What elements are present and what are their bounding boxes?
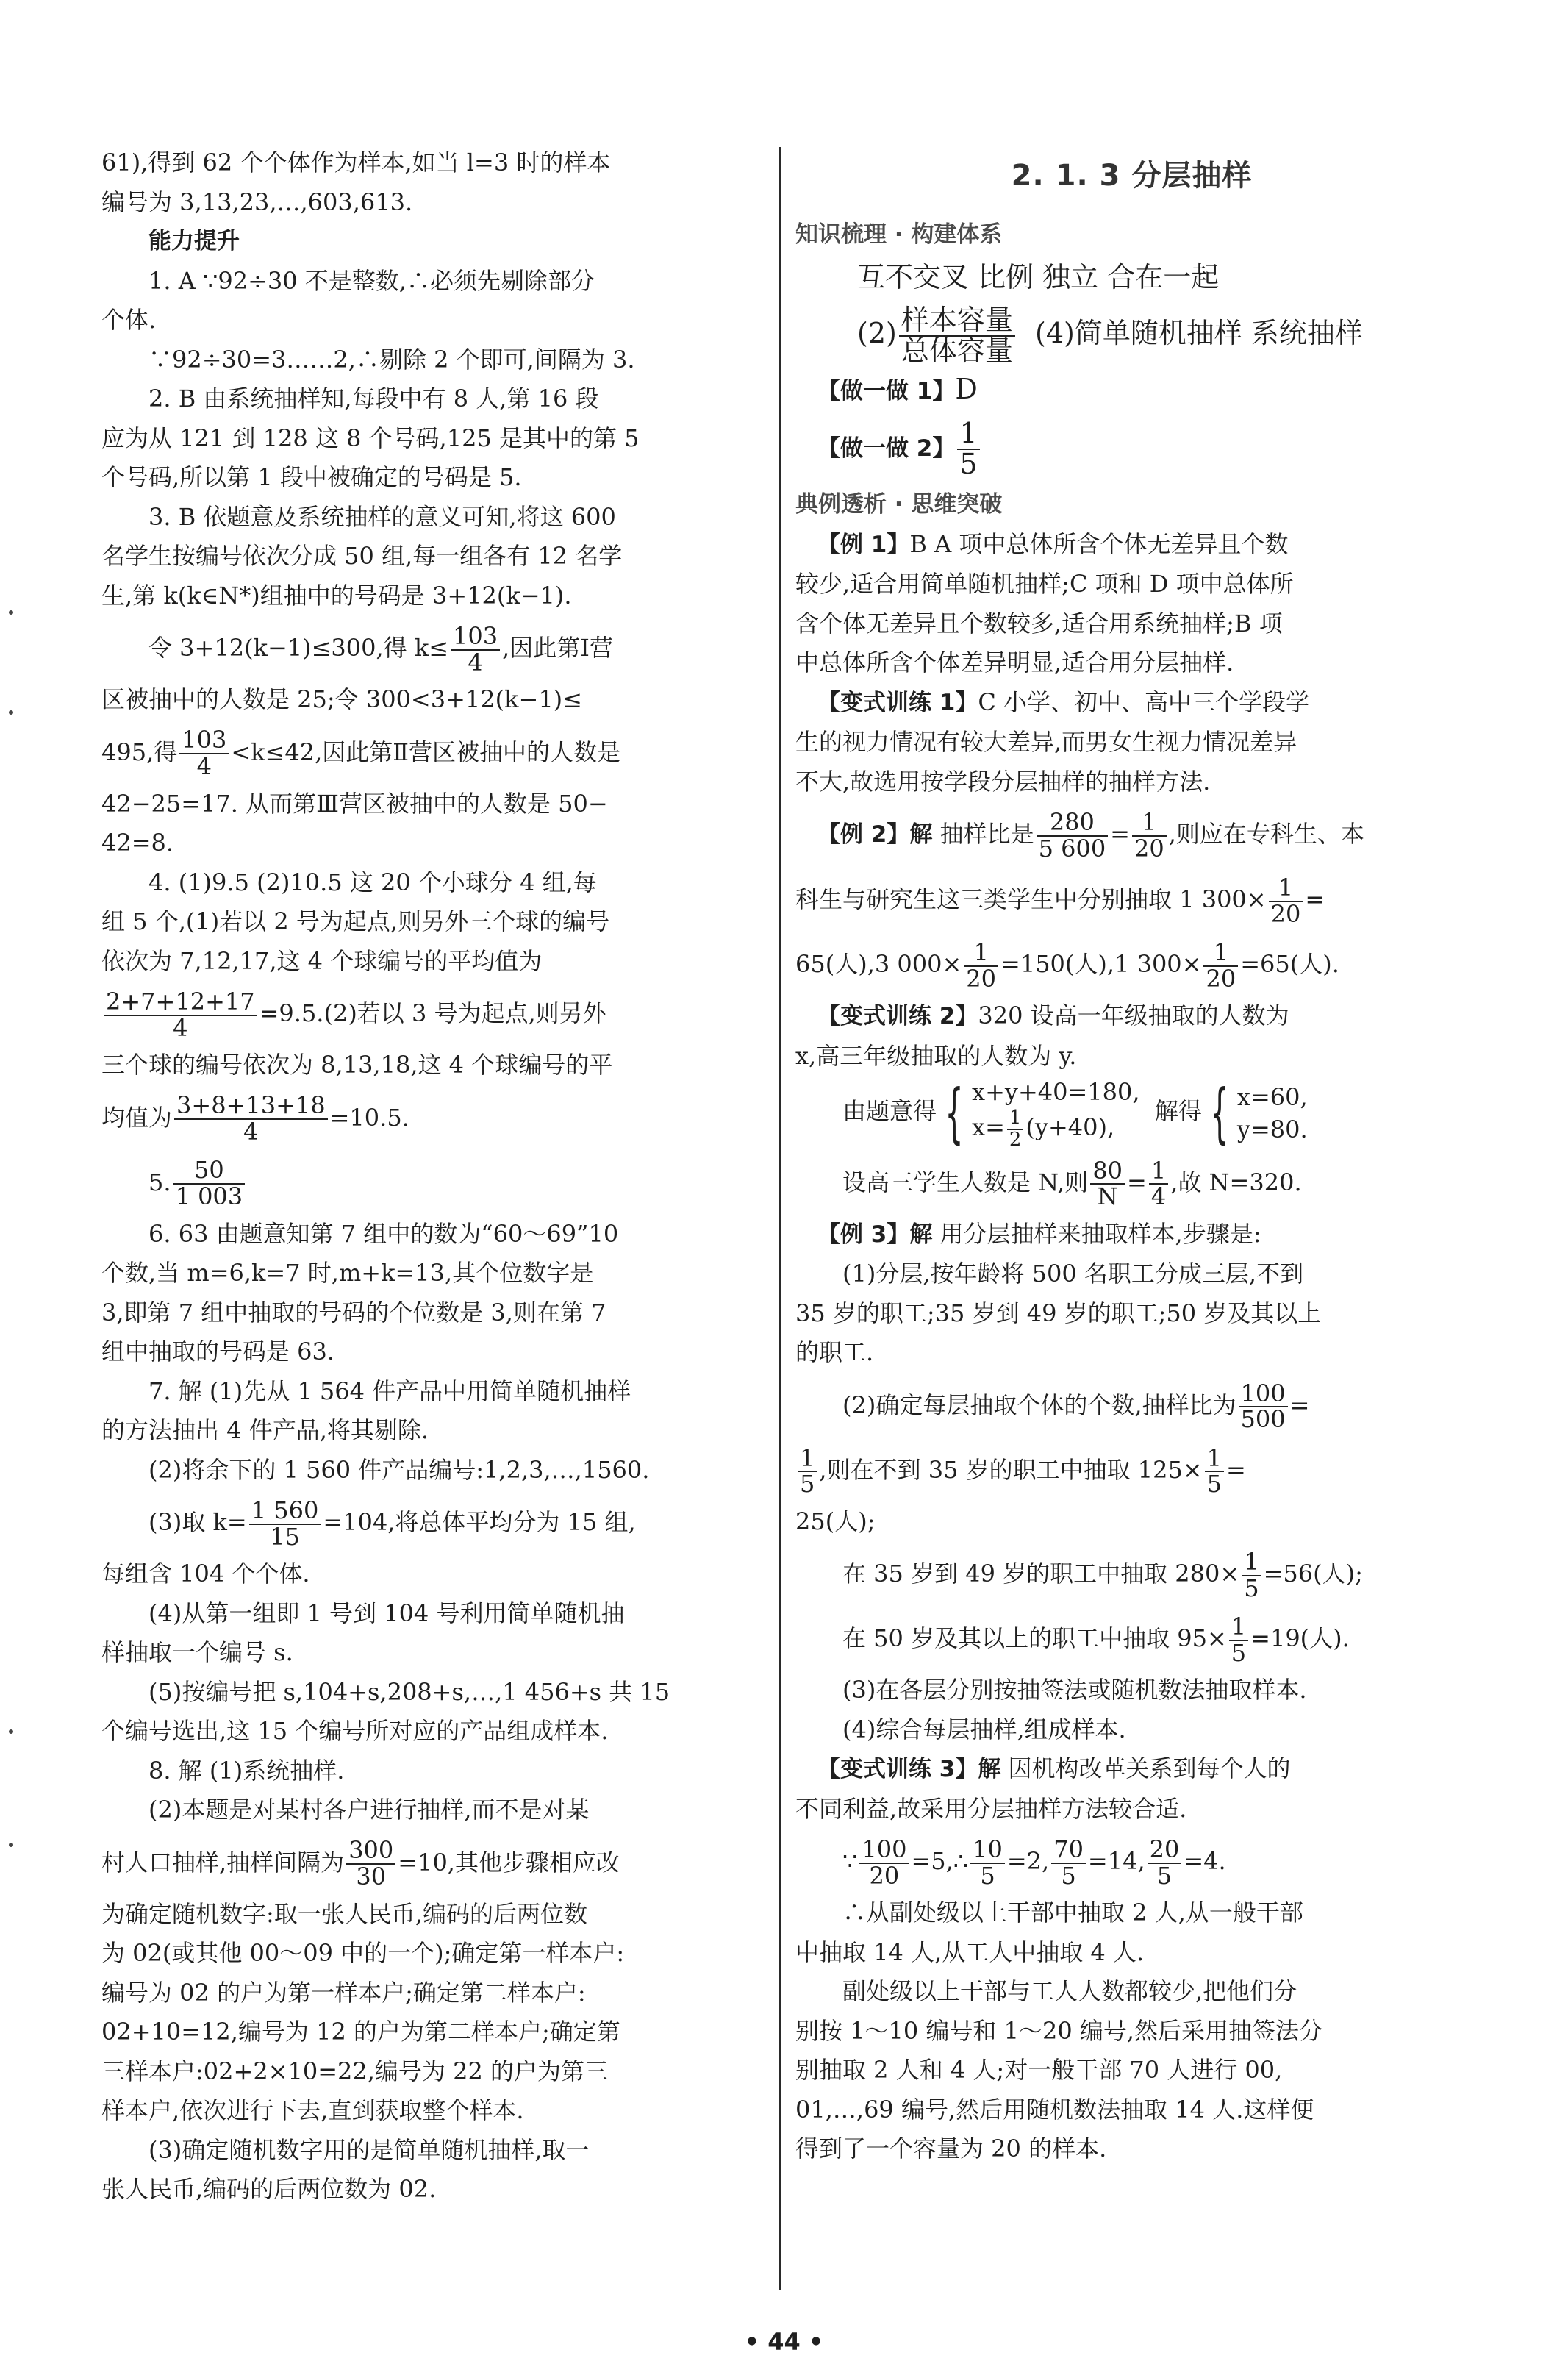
text-line: 中抽取 14 人,从工人中抽取 4 人.	[795, 1938, 1145, 1966]
margin-mark	[9, 1729, 13, 1734]
system-lines: x=60, y=80.	[1236, 1082, 1308, 1143]
system-lines: x+y+40=180, x= $\frac{1}{2}$ (y+40),	[972, 1078, 1140, 1151]
text-line: 设高三学生人数是 N,则 $\frac{80}{N}$ = $\frac{1}{4}$ ,故 N=320.	[842, 1156, 1302, 1211]
text-line: 三个球的编号依次为 8,13,18,这 4 个球编号的平	[101, 1051, 613, 1079]
text-line: 均值为 $\frac{3+8+13+18}{4}$ =10.5.	[101, 1091, 409, 1146]
text-line: 别抽取 2 人和 4 人;对一般干部 70 人进行 00,	[795, 2056, 1283, 2085]
answer-8-line: 8. 解 (1)系统抽样.	[148, 1756, 345, 1785]
subsection-heading: 知识梳理 · 构建体系	[795, 221, 1003, 248]
margin-mark	[9, 710, 13, 715]
answer-4-line: 4. (1)9.5 (2)10.5 这 20 个小球分 4 组,每	[148, 868, 597, 896]
text-line: 不同利益,故采用分层抽样方法较合适.	[795, 1794, 1187, 1823]
answer-1-line: 1. A ∵92÷30 不是整数,∴必须先剔除部分	[148, 266, 595, 295]
text-line: 25(人);	[795, 1507, 876, 1535]
text-line: 名学生按编号依次分成 50 组,每一组各有 12 名学	[101, 542, 623, 570]
text-line: (2)确定每层抽取个体的个数,抽样比为 $\frac{100}{500}$ =	[842, 1379, 1310, 1434]
text-line: 的职工.	[795, 1338, 874, 1367]
text-line: 个编号选出,这 15 个编号所对应的产品组成样本.	[101, 1717, 609, 1745]
text-line: 含个体无差异且个数较多,适合用系统抽样;B 项	[795, 609, 1283, 638]
answer-line: (2) $\frac{\text{样本容量}}{\text{总体容量}}$ (4)简单随机抽样 系统抽样	[857, 303, 1363, 367]
text-line: 02+10=12,编号为 12 的户为第二样本户;确定第	[101, 2018, 620, 2046]
right-column	[795, 143, 1468, 2169]
answer-7-line: 7. 解 (1)先从 1 564 件产品中用简单随机抽样	[148, 1376, 631, 1405]
fraction: $\frac{103}{4}$	[451, 624, 500, 675]
fraction: $\frac{\text{样本容量}}{\text{总体容量}}$	[899, 306, 1015, 366]
text-line: (4)从第一组即 1 号到 104 号利用简单随机抽	[148, 1599, 625, 1627]
example-2-line: 【例 2】解 抽样比是 $\frac{280}{5 600}$ = $\frac{1}{20}$ ,则应在专科生、本	[817, 807, 1364, 863]
fraction: $\frac{2+7+12+17}{4}$	[104, 990, 257, 1040]
variant-2-line: 【变式训练 2】320 设高一年级抽取的人数为	[817, 1001, 1289, 1029]
text-line: $\frac{1}{5}$ ,则在不到 35 岁的职工中抽取 125× $\frac{1}{5}$ =	[795, 1438, 1468, 1502]
text-line: 编号为 02 的户为第一样本户;确定第二样本户:	[101, 1978, 586, 2007]
text-line: 42=8.	[101, 829, 174, 857]
left-brace: {	[945, 1074, 964, 1151]
equation-system: 由题意得 { x+y+40=180, x= $\frac{1}{2}$ (y+40), 解得 { x=60, y=80.	[842, 1074, 1308, 1151]
answer-5-line: 5. $\frac{50}{1 003}$	[101, 1150, 774, 1215]
fraction: $\frac{1}{5}$	[1242, 1550, 1261, 1601]
text-line: 个体.	[101, 306, 157, 334]
text-line: 为 02(或其他 00～09 中的一个);确定第一样本户:	[101, 1939, 625, 1967]
text-line: 三样本户:02+2×10=22,编号为 22 的户为第三	[101, 2057, 608, 2085]
fraction: $\frac{1}{5}$	[1205, 1446, 1224, 1497]
left-column	[101, 143, 774, 2210]
text-line: 个号码,所以第 1 段中被确定的号码是 5.	[101, 463, 522, 491]
text-line: 村人口抽样,抽样间隔为 $\frac{300}{30}$ =10,其他步骤相应改	[101, 1836, 620, 1890]
text-line: (5)按编号把 s,104+s,208+s,…,1 456+s 共 15	[148, 1677, 670, 1706]
margin-mark	[9, 610, 13, 615]
text-line: 生,第 k(k∈N*)组抽中的号码是 3+12(k−1).	[101, 581, 572, 610]
text-line: 别按 1～10 编号和 1～20 编号,然后采用抽签法分	[795, 2016, 1323, 2045]
fraction: $\frac{100}{500}$	[1239, 1382, 1288, 1432]
text-line: ∴从副处级以上干部中抽取 2 人,从一般干部	[842, 1899, 1303, 1927]
fraction: $\frac{1 560}{15}$	[249, 1499, 321, 1549]
answer-6-line: 6. 63 由题意知第 7 组中的数为“60～69”10	[148, 1219, 619, 1248]
text-line: 依次为 7,12,17,这 4 个球编号的平均值为	[101, 946, 543, 975]
text-line: 区被抽中的人数是 25;令 300<3+12(k−1)≤	[101, 685, 582, 713]
fraction: $\frac{1}{5}$	[798, 1446, 817, 1497]
fraction: $\frac{10}{5}$	[970, 1838, 1005, 1888]
variant-3-line: 【变式训练 3】解 因机构改革关系到每个人的	[817, 1754, 1291, 1783]
variant-1-line: 【变式训练 1】C 小学、初中、高中三个学段学	[817, 688, 1310, 716]
text-line: 张人民币,编码的后两位数为 02.	[101, 2175, 437, 2203]
text-line: 在 35 岁到 49 岁的职工中抽取 280× $\frac{1}{5}$ =56(人);	[842, 1548, 1363, 1602]
practice-2: 【做一做 2】 $\frac{1}{5}$	[795, 414, 1468, 481]
fraction: $\frac{50}{1 003}$	[173, 1158, 246, 1209]
practice-1: 【做一做 1】D	[817, 373, 978, 405]
fraction: $\frac{20}{5}$	[1148, 1838, 1182, 1888]
text-line: 令 3+12(k−1)≤300,得 k≤ $\frac{103}{4}$ ,因此第Ⅰ营	[148, 621, 613, 676]
section-title: 2. 1. 3 分层抽样	[1011, 159, 1253, 193]
text-line: 3,即第 7 组中抽取的号码的个位数是 3,则在第 7	[101, 1298, 606, 1326]
fraction: $\frac{1}{20}$	[1132, 810, 1167, 861]
text-line: (3)取 k= $\frac{1 560}{15}$ =104,将总体平均分为 15 组,	[148, 1496, 636, 1551]
text-line: 为确定随机数字:取一张人民币,编码的后两位数	[101, 1899, 587, 1928]
text-line: 较少,适合用简单随机抽样;C 项和 D 项中总体所	[795, 570, 1294, 598]
text-line: 得到了一个容量为 20 的样本.	[795, 2135, 1107, 2163]
fraction: $\frac{1}{20}$	[964, 940, 998, 991]
column-divider	[779, 147, 781, 2290]
answer-line: 互不交叉 比例 独立 合在一起	[857, 261, 1220, 293]
answer-2-line: 2. B 由系统抽样知,每段中有 8 人,第 16 段	[148, 385, 599, 413]
text-line: 不大,故选用按学段分层抽样的抽样方法.	[795, 767, 1211, 796]
fraction: $\frac{300}{30}$	[346, 1838, 395, 1889]
text-line: 每组含 104 个个体.	[101, 1560, 310, 1588]
text-line: 中总体所含个体差异明显,适合用分层抽样.	[795, 649, 1234, 676]
text-line: 样抽取一个编号 s.	[101, 1638, 293, 1666]
text-line: 65(人),3 000× $\frac{1}{20}$ =150(人),1 300× $\frac{1}{20}$ =65(人).	[795, 938, 1339, 993]
text-line: 科生与研究生这三类学生中分别抽取 1 300× $\frac{1}{20}$ =	[795, 873, 1325, 928]
fraction: $\frac{100}{20}$	[859, 1838, 909, 1888]
text-line: 应为从 121 到 128 这 8 个号码,125 是其中的第 5	[101, 424, 640, 452]
fraction: $\frac{1}{5}$	[957, 419, 979, 479]
text-line: (2)将余下的 1 560 件产品编号:1,2,3,…,1560.	[148, 1455, 650, 1484]
example-1-line: 【例 1】B A 项中总体所含个体无差异且个数	[817, 529, 1289, 558]
answer-3-line: 3. B 依题意及系统抽样的意义可知,将这 600	[148, 502, 616, 531]
text-line: ∵ $\frac{100}{20}$ =5,∴ $\frac{10}{5}$ =2, $\frac{70}{5}$ =14, $\frac{20}{5}$ =4.	[842, 1835, 1226, 1890]
fraction: $\frac{1}{20}$	[1269, 876, 1303, 926]
text-line: (4)综合每层抽样,组成样本.	[842, 1715, 1126, 1743]
text-line: 组中抽取的号码是 63.	[101, 1338, 335, 1365]
text-line: 样本户,依次进行下去,直到获取整个样本.	[101, 2096, 524, 2124]
left-brace: {	[1210, 1074, 1229, 1151]
text-line: 在 50 岁及其以上的职工中抽取 95× $\frac{1}{5}$ =19(人).	[842, 1613, 1350, 1667]
text-line: 61),得到 62 个个体作为样本,如当 l=3 时的样本	[101, 149, 611, 176]
fraction: $\frac{80}{N}$	[1090, 1159, 1125, 1210]
text-line: 495,得 $\frac{103}{4}$ <k≤42,因此第Ⅱ营区被抽中的人数是	[101, 726, 621, 780]
fraction: $\frac{1}{20}$	[1203, 940, 1238, 991]
fraction: $\frac{1}{2}$	[1007, 1108, 1024, 1150]
fraction: $\frac{3+8+13+18}{4}$	[174, 1093, 328, 1144]
text-line: $\frac{2+7+12+17}{4}$ =9.5.(2)若以 3 号为起点,则另外	[101, 981, 774, 1046]
fraction: $\frac{70}{5}$	[1051, 1838, 1086, 1888]
page-number: • 44 •	[744, 2328, 824, 2356]
section-heading: 能力提升	[148, 228, 240, 254]
margin-mark	[9, 1843, 13, 1847]
text-line: 的方法抽出 4 件产品,将其剔除.	[101, 1416, 429, 1444]
text-line: ∵92÷30=3……2,∴剔除 2 个即可,间隔为 3.	[148, 345, 635, 374]
fraction: $\frac{1}{5}$	[1229, 1615, 1248, 1665]
subsection-heading: 典例透析 · 思维突破	[795, 491, 1003, 518]
fraction: $\frac{280}{5 600}$	[1037, 810, 1109, 861]
text-line: (3)在各层分别按抽签法或随机数法抽取样本.	[842, 1676, 1307, 1704]
text-line: 副处级以上干部与工人人数都较少,把他们分	[842, 1977, 1297, 2006]
text-line: (1)分层,按年龄将 500 名职工分成三层,不到	[842, 1260, 1304, 1288]
fraction: $\frac{103}{4}$	[179, 728, 229, 779]
fraction: $\frac{1}{4}$	[1149, 1159, 1168, 1210]
text-line: x,高三年级抽取的人数为 y.	[795, 1041, 1077, 1070]
text-line: 35 岁的职工;35 岁到 49 岁的职工;50 岁及其以上	[795, 1299, 1322, 1327]
text-line: 01,…,69 编号,然后用随机数法抽取 14 人.这样便	[795, 2095, 1314, 2124]
text-line: 42−25=17. 从而第Ⅲ营区被抽中的人数是 50−	[101, 789, 608, 818]
text-line: 生的视力情况有较大差异,而男女生视力情况差异	[795, 728, 1297, 756]
text-line: 组 5 个,(1)若以 2 号为起点,则另外三个球的编号	[101, 907, 610, 935]
text-line: 编号为 3,13,23,…,603,613.	[101, 188, 413, 216]
text-line: (3)确定随机数字用的是简单随机抽样,取一	[148, 2135, 590, 2164]
text-line: (2)本题是对某村各户进行抽样,而不是对某	[148, 1796, 590, 1824]
text-line: 个数,当 m=6,k=7 时,m+k=13,其个位数字是	[101, 1259, 594, 1287]
example-3-line: 【例 3】解 用分层抽样来抽取样本,步骤是:	[817, 1219, 1261, 1248]
